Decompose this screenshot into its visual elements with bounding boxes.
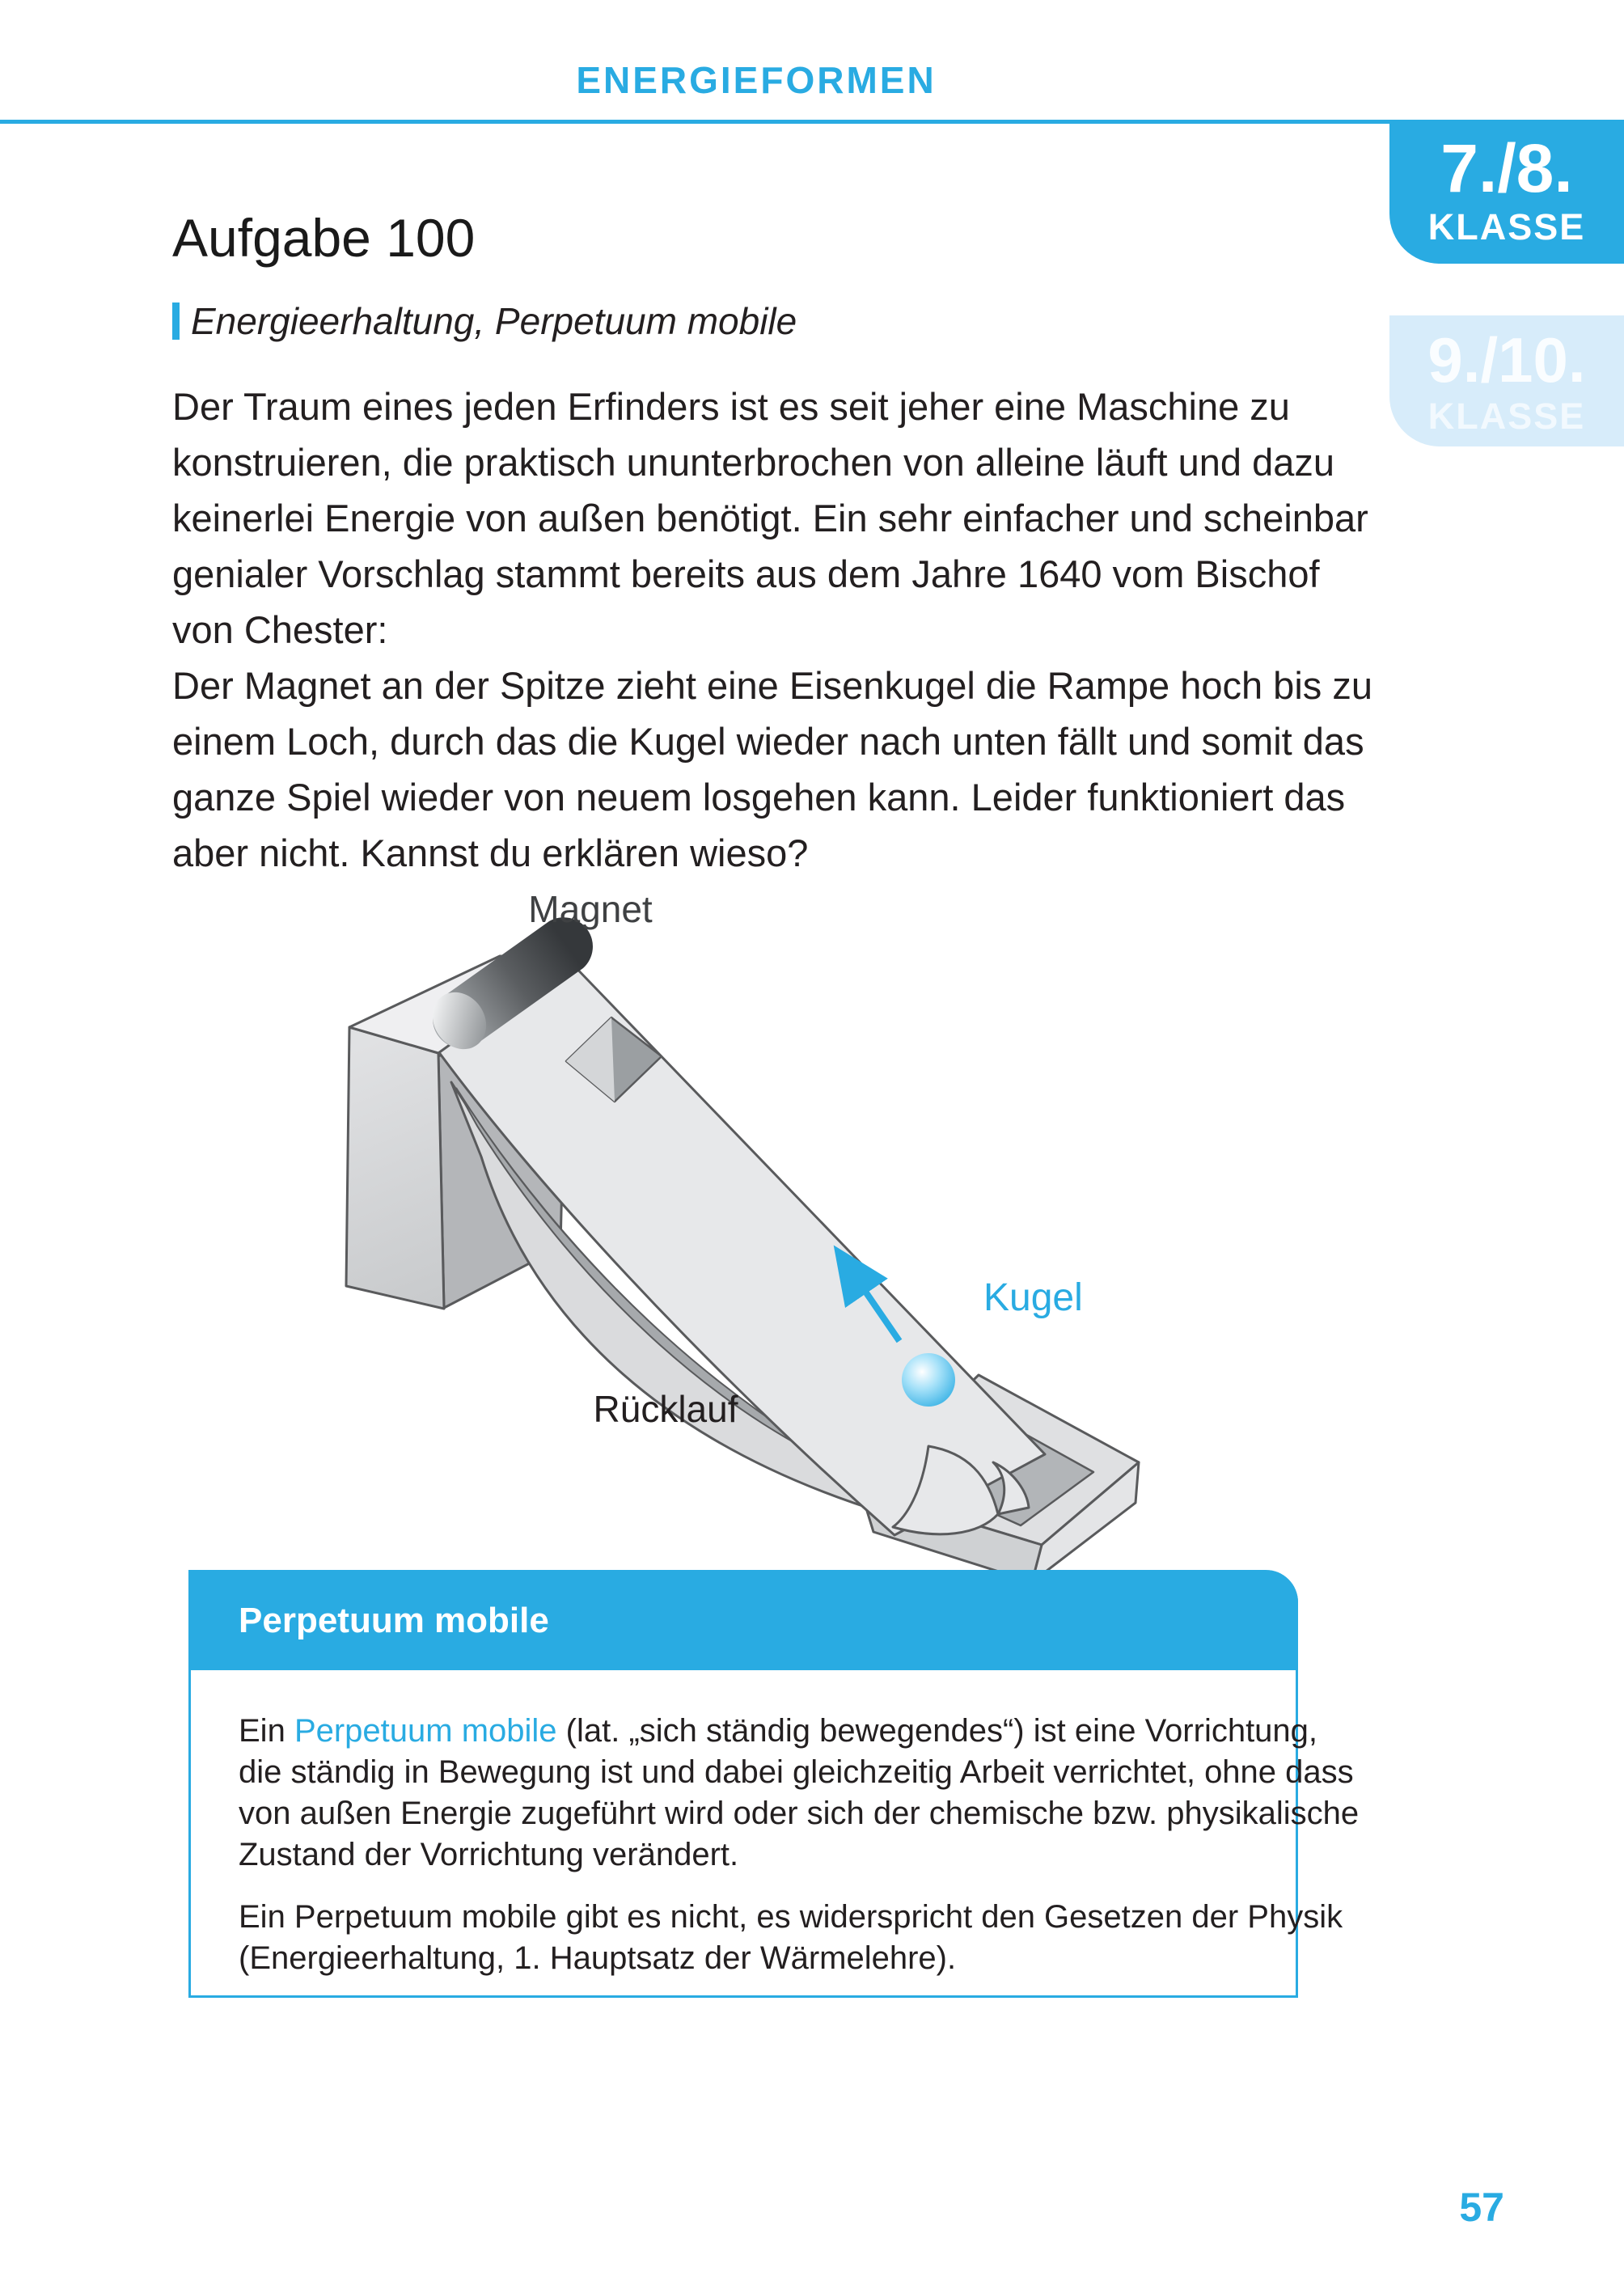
infobox-body bbox=[239, 1711, 1360, 1979]
task-subtitle-row bbox=[172, 299, 797, 343]
perpetuum-mobile-diagram bbox=[307, 857, 1165, 1585]
infobox-line: (Energieerhaltung, 1. Hauptsatz der Wärmelehre). bbox=[239, 1940, 957, 1976]
infobox-title: Perpetuum mobile bbox=[239, 1601, 549, 1640]
body-line: aber nicht. Kannst du erklären wieso? bbox=[172, 831, 809, 874]
task-subtitle: Energieerhaltung, Perpetuum mobile bbox=[191, 300, 797, 342]
body-line: einem Loch, durch das die Kugel wieder nach unten fällt und somit das bbox=[172, 720, 1364, 763]
body-line: genialer Vorschlag stammt bereits aus dem Jahre 1640 vom Bischof bbox=[172, 552, 1320, 595]
label-kugel: Kugel bbox=[983, 1276, 1083, 1319]
grade-badge-7-8-number: 7./8. bbox=[1440, 130, 1573, 206]
infobox-line: die ständig in Bewegung ist und dabei gleichzeitig Arbeit verrichtet, ohne dass bbox=[239, 1754, 1354, 1790]
grade-badge-7-8-label: KLASSE bbox=[1427, 206, 1586, 247]
label-magnet: Magnet bbox=[528, 888, 653, 930]
pillar-front-face bbox=[346, 1027, 444, 1309]
task-body-text bbox=[172, 379, 1372, 881]
infobox-text: (lat. „sich ständig bewegendes“) ist eine Vorrichtung, bbox=[556, 1713, 1318, 1749]
page-number: 57 bbox=[1459, 2185, 1504, 2230]
header-rule bbox=[0, 120, 1389, 124]
body-line: konstruieren, die praktisch ununterbrochen von alleine läuft und dazu bbox=[172, 441, 1335, 484]
task-title: Aufgabe 100 bbox=[172, 208, 476, 268]
infobox-text: Ein bbox=[239, 1713, 294, 1749]
infobox-perpetuum-mobile bbox=[188, 1570, 1360, 1998]
label-ruecklauf: Rücklauf bbox=[593, 1388, 738, 1430]
grade-badge-9-10 bbox=[1389, 315, 1624, 446]
infobox-highlight: Perpetuum mobile bbox=[294, 1713, 557, 1749]
paragraph-gap bbox=[239, 1876, 1258, 1897]
grade-badge-9-10-number: 9./10. bbox=[1427, 324, 1586, 396]
body-line: Der Traum eines jeden Erfinders ist es seit jeher eine Maschine zu bbox=[172, 385, 1290, 428]
infobox-line: Ein Perpetuum mobile gibt es nicht, es widerspricht den Gesetzen der Physik bbox=[239, 1899, 1343, 1935]
body-line: ganze Spiel wieder von neuem losgehen kann. Leider funktioniert das bbox=[172, 776, 1346, 819]
infobox-header bbox=[188, 1570, 1298, 1670]
infobox-line: Zustand der Vorrichtung verändert. bbox=[239, 1837, 739, 1872]
subtitle-accent-bar bbox=[172, 302, 180, 340]
grade-badge-9-10-label: KLASSE bbox=[1427, 396, 1586, 437]
body-line: von Chester: bbox=[172, 608, 388, 651]
infobox-line bbox=[239, 1711, 1318, 1752]
chapter-kicker: ENERGIEFORMEN bbox=[576, 59, 937, 101]
infobox-line: von außen Energie zugeführt wird oder sich der chemische bzw. physikalische bbox=[239, 1796, 1360, 1831]
grade-badge-7-8 bbox=[1389, 120, 1624, 264]
body-line: keinerlei Energie von außen benötigt. Ein sehr einfacher und scheinbar bbox=[172, 497, 1368, 539]
ball bbox=[902, 1353, 955, 1407]
body-line: Der Magnet an der Spitze zieht eine Eisenkugel die Rampe hoch bis zu bbox=[172, 664, 1372, 707]
